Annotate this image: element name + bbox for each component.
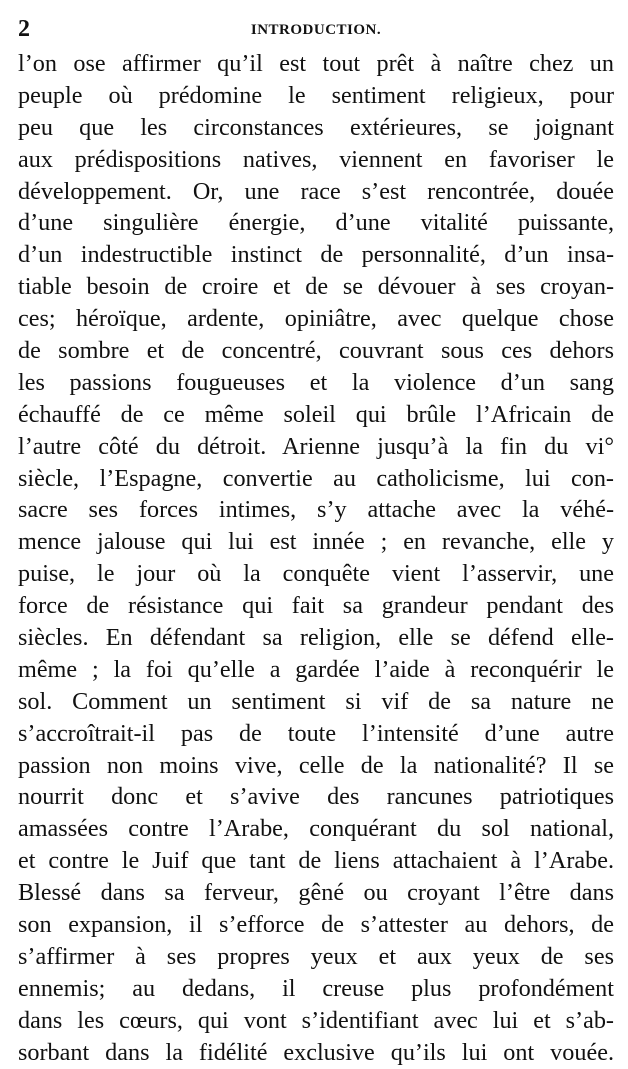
text-line: d’un indestructible instinct de personnalité, d’un insa- bbox=[18, 241, 614, 269]
text-line: puise, le jour où la conquête vient l’asservir, une bbox=[18, 560, 614, 588]
text-line: peu que les circonstances extérieures, se joignant bbox=[18, 113, 614, 141]
text-line: les passions fougueuses et la violence d’un sang bbox=[18, 368, 614, 396]
running-head: INTRODUCTION. bbox=[250, 22, 382, 38]
text-line: siècle, l’Espagne, convertie au catholicisme, lui con- bbox=[18, 464, 614, 492]
text-line: ennemis; au dedans, il creuse plus profondément bbox=[18, 974, 614, 1002]
body-text bbox=[18, 48, 614, 1069]
text-line: sorbant dans la fidélité exclusive qu’ils lui ont vouée. bbox=[18, 1038, 614, 1066]
text-line: s’accroîtrait-il pas de toute l’intensité d’une autre bbox=[18, 719, 614, 747]
text-line: dans les cœurs, qui vont s’identifiant avec lui et s’ab- bbox=[18, 1006, 614, 1034]
text-line: son expansion, il s’efforce de s’attester au dehors, de bbox=[18, 911, 614, 939]
text-line: force de résistance qui fait sa grandeur pendant des bbox=[18, 592, 614, 620]
text-line: amassées contre l’Arabe, conquérant du sol national, bbox=[18, 815, 614, 843]
text-line: sacre ses forces intimes, s’y attache avec la véhé- bbox=[18, 496, 614, 524]
text-line: tiable besoin de croire et de se dévouer à ses croyan- bbox=[18, 273, 614, 301]
text-line: ces; héroïque, ardente, opiniâtre, avec quelque chose bbox=[18, 305, 614, 333]
text-line: s’affirmer à ses propres yeux et aux yeux de ses bbox=[18, 942, 614, 970]
text-line: aux prédispositions natives, viennent en favoriser le bbox=[18, 145, 614, 173]
text-line: développement. Or, une race s’est rencontrée, douée bbox=[18, 177, 614, 205]
text-line: l’on ose affirmer qu’il est tout prêt à naître chez un bbox=[18, 50, 614, 77]
text-line: l’autre côté du détroit. Arienne jusqu’à la fin du vi° bbox=[18, 432, 614, 460]
text-line: d’une singulière énergie, d’une vitalité puissante, bbox=[18, 209, 614, 237]
text-line: et contre le Juif que tant de liens attachaient à l’Arabe. bbox=[18, 847, 614, 875]
text-line: peuple où prédomine le sentiment religieux, pour bbox=[18, 81, 614, 109]
text-line: de sombre et de concentré, couvrant sous ces dehors bbox=[18, 337, 614, 365]
text-line: échauffé de ce même soleil qui brûle l’Africain de bbox=[18, 400, 614, 428]
text-line: Blessé dans sa ferveur, gêné ou croyant l’être dans bbox=[18, 879, 614, 907]
text-line: mence jalouse qui lui est innée ; en revanche, elle y bbox=[18, 528, 614, 556]
page-header bbox=[18, 14, 614, 44]
text-line: sol. Comment un sentiment si vif de sa nature ne bbox=[18, 687, 614, 715]
text-line: nourrit donc et s’avive des rancunes patriotiques bbox=[18, 783, 614, 811]
text-line: passion non moins vive, celle de la nationalité? Il se bbox=[18, 751, 614, 779]
page-number: 2 bbox=[18, 16, 30, 42]
text-line: même ; la foi qu’elle a gardée l’aide à reconquérir le bbox=[18, 655, 614, 683]
text-line: siècles. En défendant sa religion, elle se défend elle- bbox=[18, 624, 614, 652]
